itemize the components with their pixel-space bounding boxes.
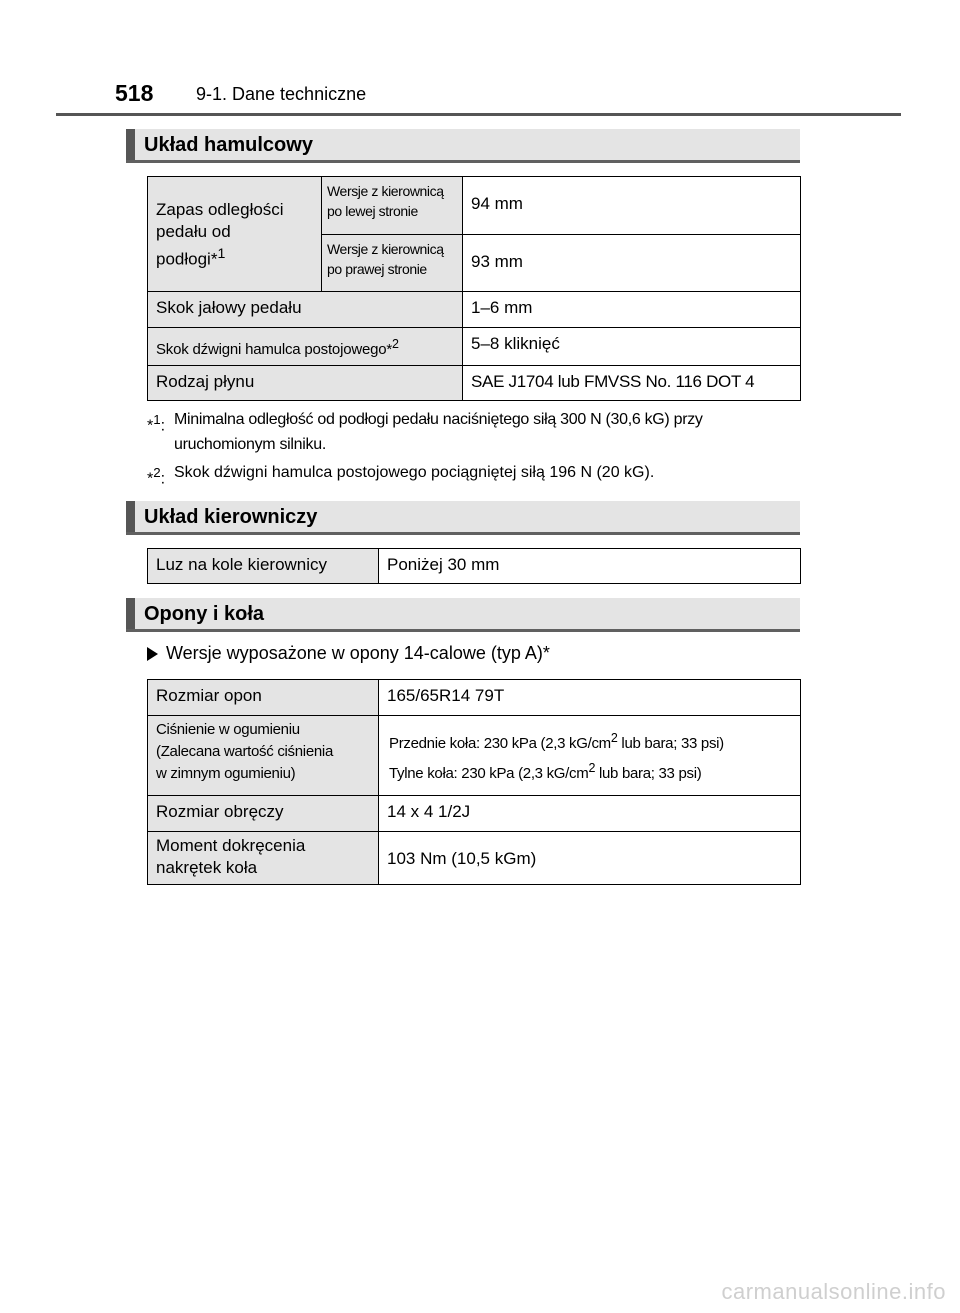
- wheel-nut-torque-value: 103 Nm (10,5 kGm): [379, 832, 801, 885]
- steering-free-play-value: Poniżej 30 mm: [379, 549, 801, 584]
- table-row: [148, 366, 801, 401]
- page-number: 518: [115, 80, 154, 106]
- footnote-mark: *$^1$:: [147, 412, 166, 435]
- rear-pressure: Tylne koła: 230 kPa (2,3 $kG/cm^2$ lub bara; 33 psi): [389, 760, 702, 782]
- lhd-value: 94 mm: [463, 177, 801, 235]
- parking-brake-value: 5–8 kliknięć: [463, 328, 801, 366]
- wheel-nut-torque-label: Moment dokręcenia nakrętek koła: [148, 832, 379, 885]
- chapter-title: 9-1. Dane techniczne: [196, 84, 367, 104]
- fluid-type-value: SAE J1704 lub FMVSS No. 116 DOT 4: [463, 366, 801, 401]
- pedal-free-play-value: 1–6 mm: [463, 292, 801, 328]
- bullet-text: Wersje wyposażone w opony 14-calowe (typ A)*: [166, 643, 550, 663]
- footnote-1: [147, 407, 800, 457]
- section-tires-header: [126, 598, 800, 632]
- section-brakes-header: [126, 129, 800, 163]
- rhd-label: Wersje z kierownicą po prawej stronie: [322, 235, 463, 292]
- table-row: [148, 796, 801, 832]
- tire-pressure-label: Ciśnienie w ogumieniu (Zalecana wartość ciśnienia w zimnym ogumieniu): [148, 716, 379, 796]
- steering-free-play-label: Luz na kole kierownicy: [148, 549, 379, 584]
- section-title: Opony i koła: [144, 603, 265, 625]
- parking-brake-label: Skok dźwigni hamulca postojowego*$^2$: [148, 328, 463, 366]
- brakes-table: [147, 176, 801, 401]
- table-row: [148, 177, 801, 235]
- front-pressure: Przednie koła: 230 kPa (2,3 $kG/cm^2$ lub bara; 33 psi): [389, 730, 724, 752]
- rim-size-label: Rozmiar obręczy: [148, 796, 379, 832]
- table-row: [148, 328, 801, 366]
- watermark: carmanualsonline.info: [721, 1279, 946, 1304]
- tire-size-label: Rozmiar opon: [148, 680, 379, 716]
- tires-table: [147, 679, 801, 885]
- footnote-2: [147, 460, 800, 488]
- footnote-text: Skok dźwigni hamulca postojowego pociągniętej siłą 196 N (20 kG).: [174, 464, 655, 481]
- pedal-free-play-label: Skok jałowy pedału: [148, 292, 463, 328]
- tire-size-value: 165/65R14 79T: [379, 680, 801, 716]
- tire-version-bullet: [147, 643, 550, 664]
- section-accent: [126, 501, 135, 532]
- section-title: Układ hamulcowy: [144, 134, 313, 156]
- rim-size-value: 14 x 4 1/2J: [379, 796, 801, 832]
- table-row: [148, 292, 801, 328]
- table-row: [148, 716, 801, 796]
- steering-table: [147, 548, 801, 584]
- page-header: [0, 0, 960, 115]
- lhd-label: Wersje z kierownicą po lewej stronie: [322, 177, 463, 235]
- table-row: [148, 549, 801, 584]
- section-accent: [126, 129, 135, 160]
- tire-pressure-value: [379, 716, 801, 796]
- section-accent: [126, 598, 135, 629]
- section-title: Układ kierowniczy: [144, 506, 318, 528]
- header-rule: [56, 113, 901, 116]
- pedal-clearance-label: Zapas odległości pedału od podłogi*$^1$: [148, 177, 322, 292]
- footnote-mark: *$^2$:: [147, 465, 166, 488]
- fluid-type-label: Rodzaj płynu: [148, 366, 463, 401]
- table-row: [148, 832, 801, 885]
- rhd-value: 93 mm: [463, 235, 801, 292]
- footnote-text: Minimalna odległość od podłogi pedału naciśniętego siłą 300 N (30,6 kG) przy uruchomionym silniku.: [174, 411, 703, 453]
- section-steering-header: [126, 501, 800, 535]
- table-row: [148, 680, 801, 716]
- triangle-bullet-icon: [147, 647, 158, 661]
